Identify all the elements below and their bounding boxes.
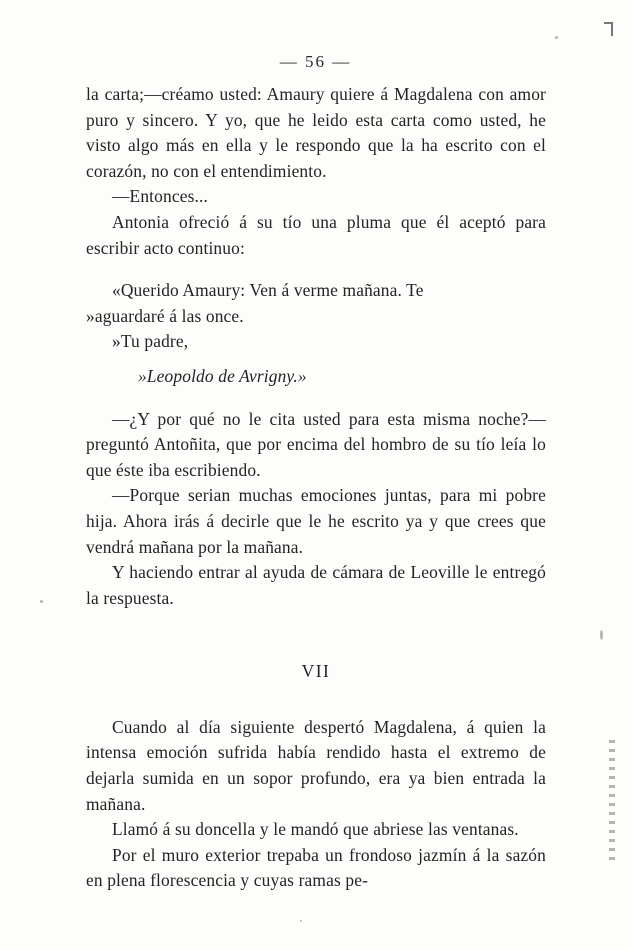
- spacer: [86, 611, 546, 659]
- letter-line: »Tu padre,: [112, 331, 189, 352]
- spacer: [86, 355, 546, 364]
- paragraph: —Entonces...: [112, 186, 208, 207]
- paragraph: Llamó á su doncella y le mandó que abriese las ventanas.: [112, 819, 519, 840]
- paragraph: Y haciendo entrar al ayuda de cámara de Leoville le entregó la respuesta.: [86, 562, 546, 608]
- paper-speck: [600, 630, 603, 640]
- letter-line: »aguardaré á las once.: [86, 305, 244, 326]
- page-number: — 56 —: [279, 52, 352, 71]
- letter-line: «Querido Amaury: Ven á verme mañana. Te: [112, 280, 424, 301]
- margin-smudge: [609, 740, 615, 860]
- letter-block: [86, 278, 546, 389]
- paragraph: Cuando al día siguiente despertó Magdalena, á quien la intensa emoción sufrida había rendido hasta el extremo de dejarla sumida en un sopor profundo, era ya bien entrada la mañana.: [86, 716, 546, 814]
- paragraph: —Porque serian muchas emociones juntas, para mi pobre hija. Ahora irás á decirle que le he escrito ya y que crees que vendrá mañana por la mañana.: [86, 485, 546, 557]
- spacer: [86, 261, 546, 278]
- paragraph: Antonia ofreció á su tío una pluma que él aceptó para escribir acto continuo:: [86, 211, 546, 258]
- paragraph: la carta;—créamo usted: Amaury quiere á Magdalena con amor puro y sincero. Y yo, que he leido esta carta como usted, he visto algo más en ella y le respondo que la ha escrito con el corazón, no con el entendimiento.: [86, 84, 546, 181]
- letter-signature: »Leopoldo de Avrigny.»: [138, 365, 307, 386]
- spacer: [86, 390, 546, 407]
- page-corner-mark: [604, 22, 613, 36]
- chapter-heading: VII: [301, 661, 331, 682]
- paragraph: Por el muro exterior trepaba un frondoso jazmín á la sazón en plena florescencia y cuyas ramas pe-: [86, 844, 546, 891]
- paper-speck: [40, 600, 43, 603]
- paper-speck: [300, 920, 302, 922]
- paragraph: —¿Y por qué no le cita usted para esta misma noche?—preguntó Antoñita, que por encima del hombro de su tío leía lo que éste iba escribiendo.: [86, 408, 546, 480]
- spacer: [86, 685, 546, 715]
- text-column: [86, 82, 546, 894]
- paper-speck: [555, 36, 558, 39]
